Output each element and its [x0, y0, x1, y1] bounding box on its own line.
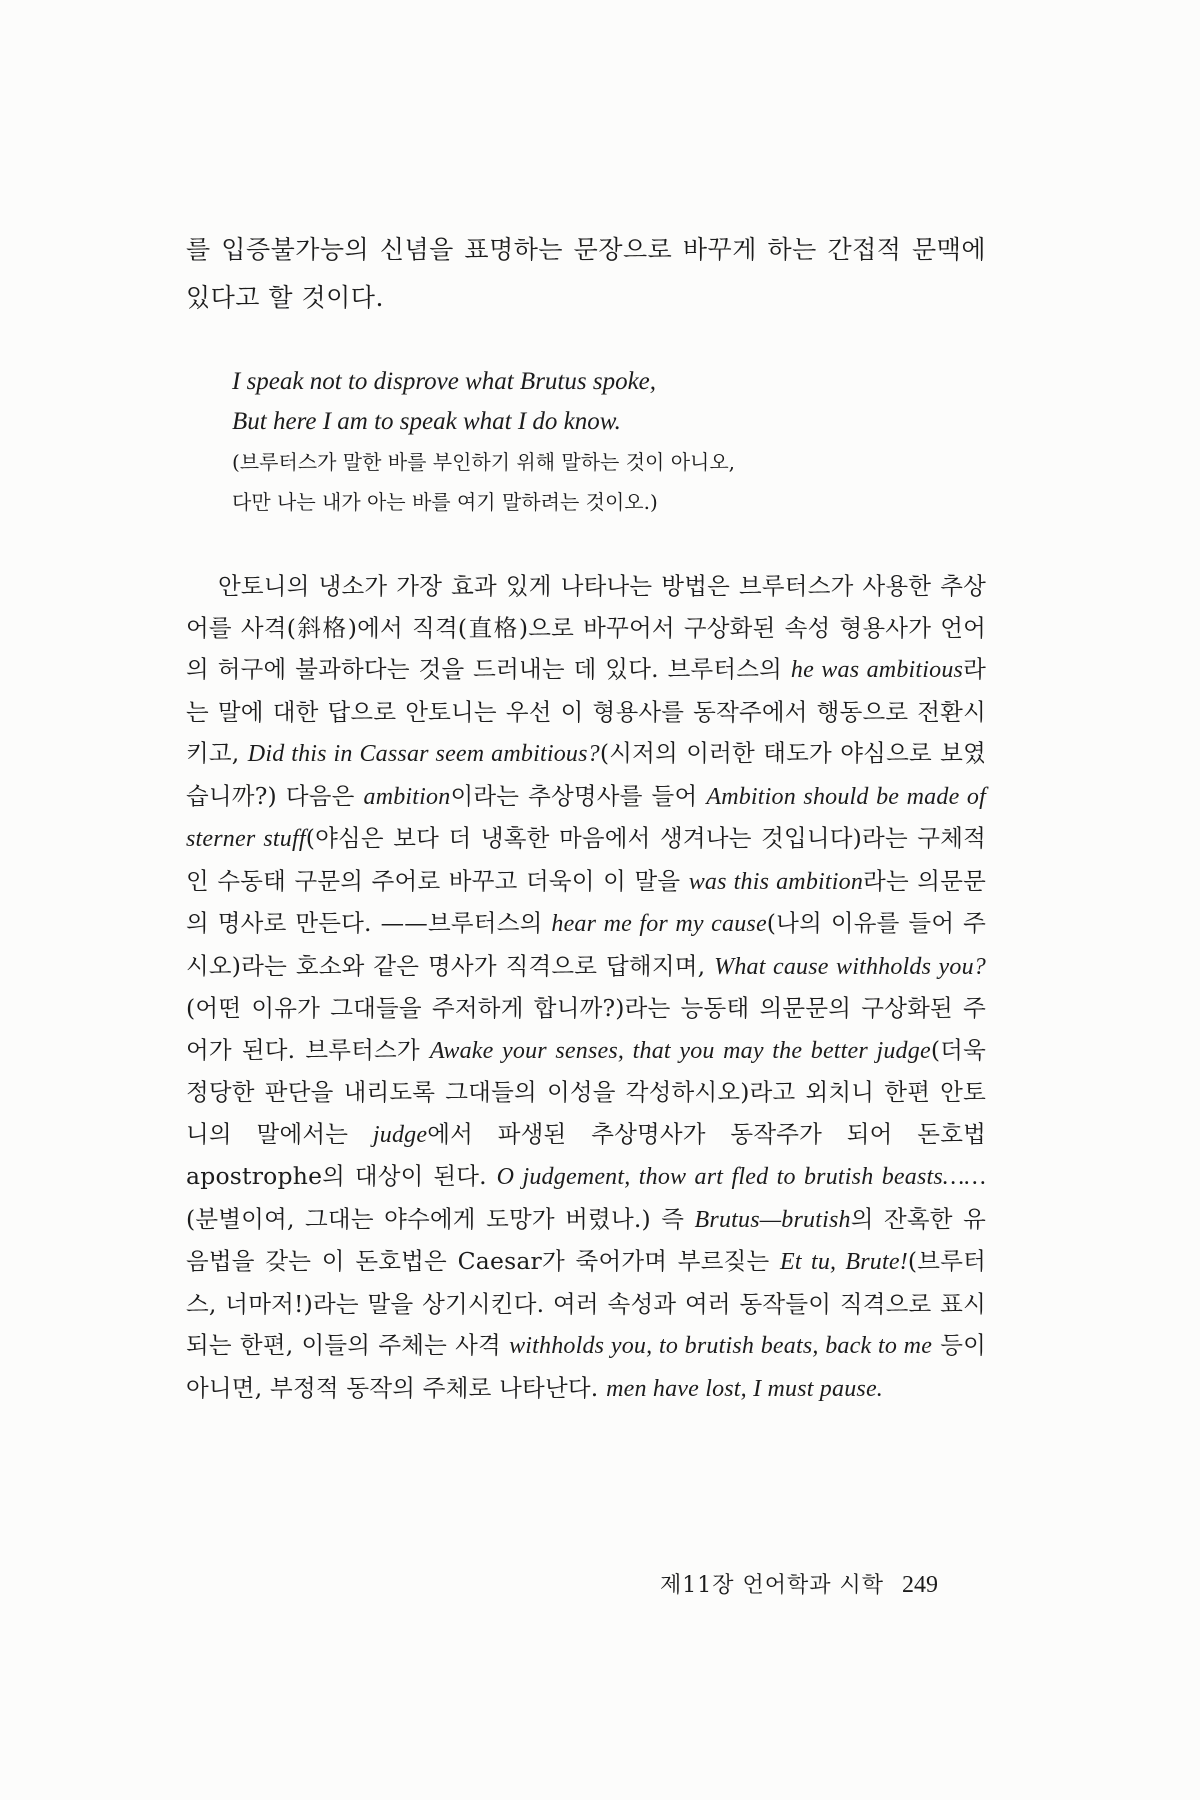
- page-number: 249: [902, 1572, 938, 1598]
- english-phrase: judge: [372, 1121, 428, 1148]
- body-segment: 에서 파생된 추상명사가 동작주가 되어 돈호법 apostrophe의 대상이 된다.: [186, 1119, 987, 1190]
- english-phrase: was this ambition: [688, 868, 864, 895]
- english-phrase: Did this in Cassar seem ambitious?: [247, 741, 600, 767]
- english-phrase: he was ambitious: [790, 657, 964, 683]
- intro-paragraph: [186, 226, 986, 322]
- body-segment: (브루터스, 너마저!)라는 말을 상기시킨다. 여러 속성과 여러 동작들이 직격으로 표시되는 한편, 이들의 주체는 사격: [186, 1247, 986, 1359]
- english-phrase: What cause withholds you?: [714, 953, 987, 980]
- english-phrase: Et tu, Brute!: [780, 1249, 908, 1275]
- body-segment: (분별이여, 그대는 야수에게 도망가 버렸나.) 즉: [186, 1204, 695, 1233]
- body-segment: (나의 이유를 들어 주시오)라는 호소와 같은 명사가 직격으로 답해지며,: [186, 909, 986, 980]
- body-segment: (시저의 이러한 태도가 야심으로 보였습니까?) 다음은: [186, 739, 986, 810]
- english-phrase: Ambition should be made of sterner stuff: [186, 783, 986, 852]
- quote-line-1: I speak not to disprove what Brutus spoke,: [232, 368, 657, 395]
- quoted-verse: [232, 362, 952, 522]
- quote-translation-2: 다만 나는 내가 아는 바를 여기 말하려는 것이오.): [232, 490, 658, 514]
- english-phrase: O judgement, thow art fled to brutish beasts……: [496, 1164, 986, 1190]
- body-text: [186, 566, 986, 1410]
- english-phrase: men have lost, I must pause.: [606, 1375, 883, 1402]
- chapter-title: 제11장 언어학과 시학: [660, 1573, 884, 1598]
- body-segment: (야심은 보다 더 냉혹한 마음에서 생겨나는 것입니다)라는 구체적인 수동태 구문의 주어로 바꾸고 더욱이 이 말을: [186, 824, 986, 895]
- body-segment: 의 잔혹한 유음법을 갖는 이 돈호법은 Caesar가 죽어가며 부르짖는: [186, 1204, 986, 1275]
- english-phrase: hear me for my cause: [551, 911, 767, 937]
- intro-text: 를 입증불가능의 신념을 표명하는 문장으로 바꾸게 하는 간접적 문맥에 있다고 할 것이다.: [186, 235, 986, 312]
- body-segment: 라는 의문문의 명사로 만든다. ——브루터스의: [186, 866, 987, 937]
- english-phrase: Awake your senses, that you may the better judge: [429, 1037, 931, 1064]
- body-paragraph: [186, 566, 986, 1410]
- quote-line-2: But here I am to speak what I do know.: [232, 408, 621, 435]
- english-phrase: ambition: [363, 783, 451, 810]
- body-segment: 라는 말에 대한 답으로 안토니는 우선 이 형용사를 동작주에서 행동으로 전환시키고,: [186, 655, 986, 767]
- english-phrase: Brutus—brutish: [694, 1206, 851, 1233]
- body-segment: 안토니의 냉소가 가장 효과 있게 나타나는 방법은 브루터스가 사용한 추상어를 사격(斜格)에서 직격(直格)으로 바꾸어서 구상화된 속성 형용사가 언어의 허구에 불과하다는 것을 드러내는 데 있다. 브루터스의: [186, 572, 986, 683]
- body-segment: 등이 아니면, 부정적 동작의 주체로 나타난다.: [186, 1331, 986, 1402]
- body-segment: 이라는 추상명사를 들어: [450, 781, 707, 810]
- body-segment: (어떤 이유가 그대들을 주저하게 합니까?)라는 능동태 의문문의 구상화된 주어가 된다. 브루터스가: [186, 994, 986, 1064]
- english-phrase: withholds you, to brutish beats, back to me: [509, 1333, 933, 1359]
- quote-translation-1: (브루터스가 말한 바를 부인하기 위해 말하는 것이 아니오,: [232, 450, 736, 474]
- body-segment: (더욱 정당한 판단을 내리도록 그대들의 이성을 각성하시오)라고 외치니 한편 안토니의 말에서는: [186, 1035, 986, 1148]
- page-footer: [660, 1568, 980, 1599]
